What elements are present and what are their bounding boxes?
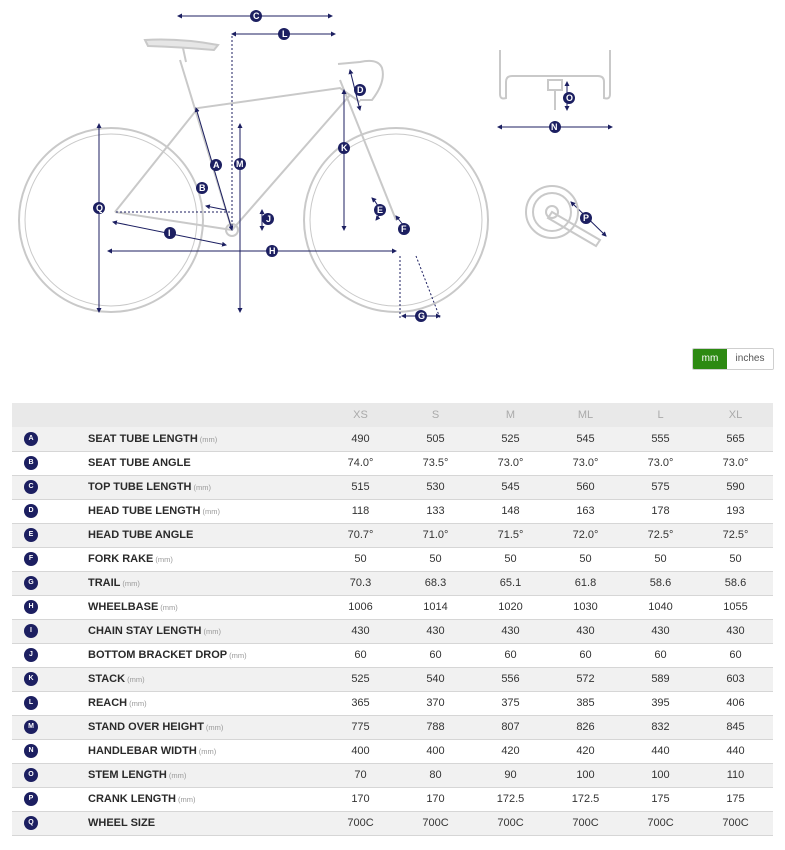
value-cell: 490 — [323, 427, 398, 451]
measurement-letter-badge: P — [24, 792, 38, 806]
row-badge-cell — [12, 739, 50, 763]
value-cell: 72.5° — [623, 523, 698, 547]
row-badge-cell — [12, 763, 50, 787]
value-cell: 560 — [548, 475, 623, 499]
value-cell: 71.0° — [398, 523, 473, 547]
svg-text:N: N — [551, 122, 558, 132]
row-badge-cell — [12, 691, 50, 715]
measurement-unit: (mm) — [193, 483, 211, 492]
measurement-name: STACK — [88, 673, 126, 685]
bike-outline — [19, 40, 488, 312]
measurement-label-cell — [50, 715, 323, 739]
value-cell: 178 — [623, 499, 698, 523]
value-cell: 430 — [623, 619, 698, 643]
measurement-name: STEM LENGTH — [88, 769, 167, 781]
measurement-unit: (mm) — [129, 699, 147, 708]
measurement-label-cell — [50, 691, 323, 715]
svg-text:P: P — [583, 213, 590, 223]
measurement-label-cell — [50, 427, 323, 451]
table-row — [12, 619, 773, 643]
value-cell: 73.0° — [698, 451, 773, 475]
measurement-unit: (mm) — [198, 747, 217, 756]
value-cell: 61.8 — [548, 571, 623, 595]
value-cell: 572 — [548, 667, 623, 691]
measurement-name: STAND OVER HEIGHT — [88, 721, 204, 733]
row-badge-cell — [12, 643, 50, 667]
row-badge-cell — [12, 547, 50, 571]
table-row — [12, 787, 773, 811]
value-cell: 556 — [473, 667, 548, 691]
unit-inches-button[interactable]: inches — [727, 349, 773, 369]
value-cell: 700C — [398, 811, 473, 835]
measurement-unit: (mm) — [178, 795, 196, 804]
value-cell: 50 — [623, 547, 698, 571]
measurement-unit: (mm) — [155, 555, 173, 564]
seatpost — [183, 48, 186, 62]
header-spacer — [50, 403, 323, 427]
value-cell: 71.5° — [473, 523, 548, 547]
value-cell: 50 — [698, 547, 773, 571]
header-spacer — [12, 403, 50, 427]
svg-text:H: H — [269, 246, 276, 256]
value-cell: 375 — [473, 691, 548, 715]
value-cell: 1014 — [398, 595, 473, 619]
value-cell: 60 — [473, 643, 548, 667]
row-badge-cell — [12, 499, 50, 523]
value-cell: 118 — [323, 499, 398, 523]
table-row — [12, 739, 773, 763]
value-cell: 1040 — [623, 595, 698, 619]
size-header: XL — [698, 403, 773, 427]
value-cell: 72.5° — [698, 523, 773, 547]
value-cell: 163 — [548, 499, 623, 523]
table-row — [12, 499, 773, 523]
measurement-name: CHAIN STAY LENGTH — [88, 625, 202, 637]
svg-text:O: O — [566, 93, 574, 103]
value-cell: 50 — [398, 547, 473, 571]
measurement-label-cell — [50, 643, 323, 667]
table-row — [12, 427, 773, 451]
size-header: S — [398, 403, 473, 427]
measurement-name: WHEEL SIZE — [88, 817, 156, 829]
measurement-name: HEAD TUBE ANGLE — [88, 529, 194, 541]
value-cell: 603 — [698, 667, 773, 691]
measurement-label-cell — [50, 667, 323, 691]
value-cell: 60 — [548, 643, 623, 667]
row-badge-cell — [12, 523, 50, 547]
measurement-unit: (mm) — [168, 771, 187, 780]
measurement-unit: (mm) — [199, 434, 218, 444]
unit-toggle — [692, 348, 774, 370]
value-cell: 170 — [398, 787, 473, 811]
measurement-letter-badge: G — [24, 576, 38, 590]
value-cell: 420 — [473, 739, 548, 763]
value-cell: 440 — [623, 739, 698, 763]
value-cell: 72.0° — [548, 523, 623, 547]
table-row — [12, 691, 773, 715]
measurement-label-cell — [50, 523, 323, 547]
value-cell: 365 — [323, 691, 398, 715]
value-cell: 74.0° — [323, 451, 398, 475]
measurement-label-cell — [50, 739, 323, 763]
measurement-label-cell — [50, 451, 323, 475]
value-cell: 807 — [473, 715, 548, 739]
value-cell: 700C — [698, 811, 773, 835]
value-cell: 700C — [323, 811, 398, 835]
row-badge-cell — [12, 811, 50, 835]
measurement-name: SEAT TUBE LENGTH — [88, 432, 198, 445]
measurement-name: REACH — [88, 697, 128, 709]
measurement-letter-badge: Q — [24, 816, 38, 830]
measurement-label-cell — [50, 595, 323, 619]
measurement-label-cell — [50, 571, 323, 595]
measurement-name: FORK RAKE — [88, 553, 154, 565]
measurement-letter-badge: J — [24, 648, 38, 662]
table-row — [12, 571, 773, 595]
value-cell: 515 — [323, 475, 398, 499]
value-cell: 100 — [548, 763, 623, 787]
measurement-letter-badge: E — [24, 528, 38, 542]
value-cell: 148 — [473, 499, 548, 523]
value-cell: 58.6 — [698, 571, 773, 595]
value-cell: 395 — [623, 691, 698, 715]
value-cell: 73.5° — [398, 451, 473, 475]
value-cell: 90 — [473, 763, 548, 787]
size-header: XS — [323, 403, 398, 427]
value-cell: 565 — [698, 427, 773, 451]
value-cell: 400 — [323, 739, 398, 763]
measurement-unit: (mm) — [122, 579, 140, 588]
svg-text:C: C — [253, 11, 260, 21]
value-cell: 193 — [698, 499, 773, 523]
measurement-letter-badge: O — [24, 768, 38, 782]
value-cell: 1006 — [323, 595, 398, 619]
svg-text:F: F — [401, 224, 407, 234]
row-badge-cell — [12, 619, 50, 643]
value-cell: 440 — [698, 739, 773, 763]
svg-text:E: E — [377, 205, 384, 215]
measurement-unit: (mm) — [127, 675, 145, 684]
value-cell: 545 — [473, 475, 548, 499]
value-cell: 430 — [473, 619, 548, 643]
row-badge-cell — [12, 427, 50, 451]
table-header-row — [12, 403, 773, 427]
measurement-letter-badge: I — [24, 624, 38, 638]
measurement-label-cell — [50, 811, 323, 835]
value-cell: 590 — [698, 475, 773, 499]
measurement-letter-badge: D — [24, 504, 38, 518]
svg-text:I: I — [168, 228, 171, 238]
value-cell: 430 — [398, 619, 473, 643]
value-cell: 505 — [398, 427, 473, 451]
value-cell: 540 — [398, 667, 473, 691]
value-cell: 1030 — [548, 595, 623, 619]
size-header: L — [623, 403, 698, 427]
svg-text:B: B — [199, 183, 206, 193]
value-cell: 58.6 — [623, 571, 698, 595]
value-cell: 60 — [623, 643, 698, 667]
measurement-label-cell — [50, 763, 323, 787]
value-cell: 420 — [548, 739, 623, 763]
value-cell: 555 — [623, 427, 698, 451]
badge-markers — [93, 10, 592, 322]
value-cell: 133 — [398, 499, 473, 523]
measurement-name: TRAIL — [88, 577, 121, 589]
value-cell: 1055 — [698, 595, 773, 619]
geometry-table — [12, 403, 773, 836]
value-cell: 530 — [398, 475, 473, 499]
value-cell: 545 — [548, 427, 623, 451]
value-cell: 70 — [323, 763, 398, 787]
value-cell: 1020 — [473, 595, 548, 619]
value-cell: 525 — [473, 427, 548, 451]
svg-text:Q: Q — [96, 203, 104, 213]
value-cell: 60 — [698, 643, 773, 667]
table-row — [12, 667, 773, 691]
svg-text:D: D — [357, 85, 364, 95]
table-body — [12, 427, 773, 835]
table-row — [12, 547, 773, 571]
measurement-letter-badge: L — [24, 696, 38, 710]
svg-text:J: J — [266, 214, 272, 224]
table-row — [12, 451, 773, 475]
value-cell: 400 — [398, 739, 473, 763]
svg-text:G: G — [418, 311, 426, 321]
measurement-label-cell — [50, 499, 323, 523]
measurement-letter-badge: F — [24, 552, 38, 566]
value-cell: 406 — [698, 691, 773, 715]
measurement-name: HANDLEBAR WIDTH — [88, 745, 197, 757]
handlebar-top-view — [500, 50, 610, 110]
row-badge-cell — [12, 475, 50, 499]
value-cell: 385 — [548, 691, 623, 715]
value-cell: 60 — [398, 643, 473, 667]
value-cell: 175 — [623, 787, 698, 811]
rear-wheel — [19, 128, 203, 312]
svg-text:K: K — [341, 143, 348, 153]
measurement-label-cell — [50, 787, 323, 811]
saddle — [145, 40, 218, 50]
value-cell: 50 — [323, 547, 398, 571]
measurement-unit: (mm) — [160, 603, 178, 612]
value-cell: 788 — [398, 715, 473, 739]
value-cell: 73.0° — [473, 451, 548, 475]
table-row — [12, 763, 773, 787]
value-cell: 170 — [323, 787, 398, 811]
value-cell: 525 — [323, 667, 398, 691]
value-cell: 775 — [323, 715, 398, 739]
measurement-letter-badge: A — [24, 432, 38, 446]
value-cell: 110 — [698, 763, 773, 787]
value-cell: 826 — [548, 715, 623, 739]
value-cell: 700C — [548, 811, 623, 835]
value-cell: 370 — [398, 691, 473, 715]
value-cell: 60 — [323, 643, 398, 667]
measurement-letter-badge: K — [24, 672, 38, 686]
value-cell: 65.1 — [473, 571, 548, 595]
measurement-letter-badge: C — [24, 480, 38, 494]
value-cell: 172.5 — [548, 787, 623, 811]
measurement-unit: (mm) — [203, 627, 221, 636]
measurement-letter-badge: B — [24, 456, 38, 470]
value-cell: 175 — [698, 787, 773, 811]
value-cell: 172.5 — [473, 787, 548, 811]
value-cell: 430 — [698, 619, 773, 643]
value-cell: 845 — [698, 715, 773, 739]
value-cell: 70.3 — [323, 571, 398, 595]
value-cell: 50 — [548, 547, 623, 571]
measurement-name: TOP TUBE LENGTH — [88, 481, 192, 493]
measurement-unit: (mm) — [202, 507, 220, 516]
table-row — [12, 595, 773, 619]
table-row — [12, 715, 773, 739]
value-cell: 589 — [623, 667, 698, 691]
value-cell: 73.0° — [548, 451, 623, 475]
measurement-name: BOTTOM BRACKET DROP — [88, 649, 228, 661]
table-row — [12, 475, 773, 499]
measurement-letter-badge: H — [24, 600, 38, 614]
measurement-unit: (mm) — [229, 651, 247, 660]
value-cell: 700C — [623, 811, 698, 835]
svg-text:A: A — [213, 160, 220, 170]
value-cell: 575 — [623, 475, 698, 499]
value-cell: 700C — [473, 811, 548, 835]
table-row — [12, 643, 773, 667]
measurement-name: CRANK LENGTH — [88, 793, 176, 805]
unit-mm-button[interactable]: mm — [693, 349, 727, 369]
measurement-name: SEAT TUBE ANGLE — [88, 457, 191, 469]
row-badge-cell — [12, 667, 50, 691]
value-cell: 73.0° — [623, 451, 698, 475]
measurement-letter-badge: N — [24, 744, 38, 758]
value-cell: 68.3 — [398, 571, 473, 595]
svg-text:L: L — [282, 29, 288, 39]
measurement-letter-badge: M — [24, 720, 38, 734]
size-header: M — [473, 403, 548, 427]
row-badge-cell — [12, 571, 50, 595]
value-cell: 430 — [323, 619, 398, 643]
measurement-label-cell — [50, 475, 323, 499]
table-row — [12, 523, 773, 547]
measurement-label-cell — [50, 547, 323, 571]
value-cell: 430 — [548, 619, 623, 643]
measurement-unit: (mm) — [205, 723, 224, 732]
size-header: ML — [548, 403, 623, 427]
geometry-diagram — [0, 0, 785, 340]
row-badge-cell — [12, 451, 50, 475]
measurement-name: WHEELBASE — [88, 601, 159, 613]
svg-text:M: M — [236, 159, 244, 169]
value-cell: 832 — [623, 715, 698, 739]
value-cell: 80 — [398, 763, 473, 787]
value-cell: 70.7° — [323, 523, 398, 547]
table-row — [12, 811, 773, 835]
row-badge-cell — [12, 595, 50, 619]
row-badge-cell — [12, 715, 50, 739]
measurement-name: HEAD TUBE LENGTH — [88, 505, 201, 517]
value-cell: 100 — [623, 763, 698, 787]
row-badge-cell — [12, 787, 50, 811]
measurement-label-cell — [50, 619, 323, 643]
value-cell: 50 — [473, 547, 548, 571]
